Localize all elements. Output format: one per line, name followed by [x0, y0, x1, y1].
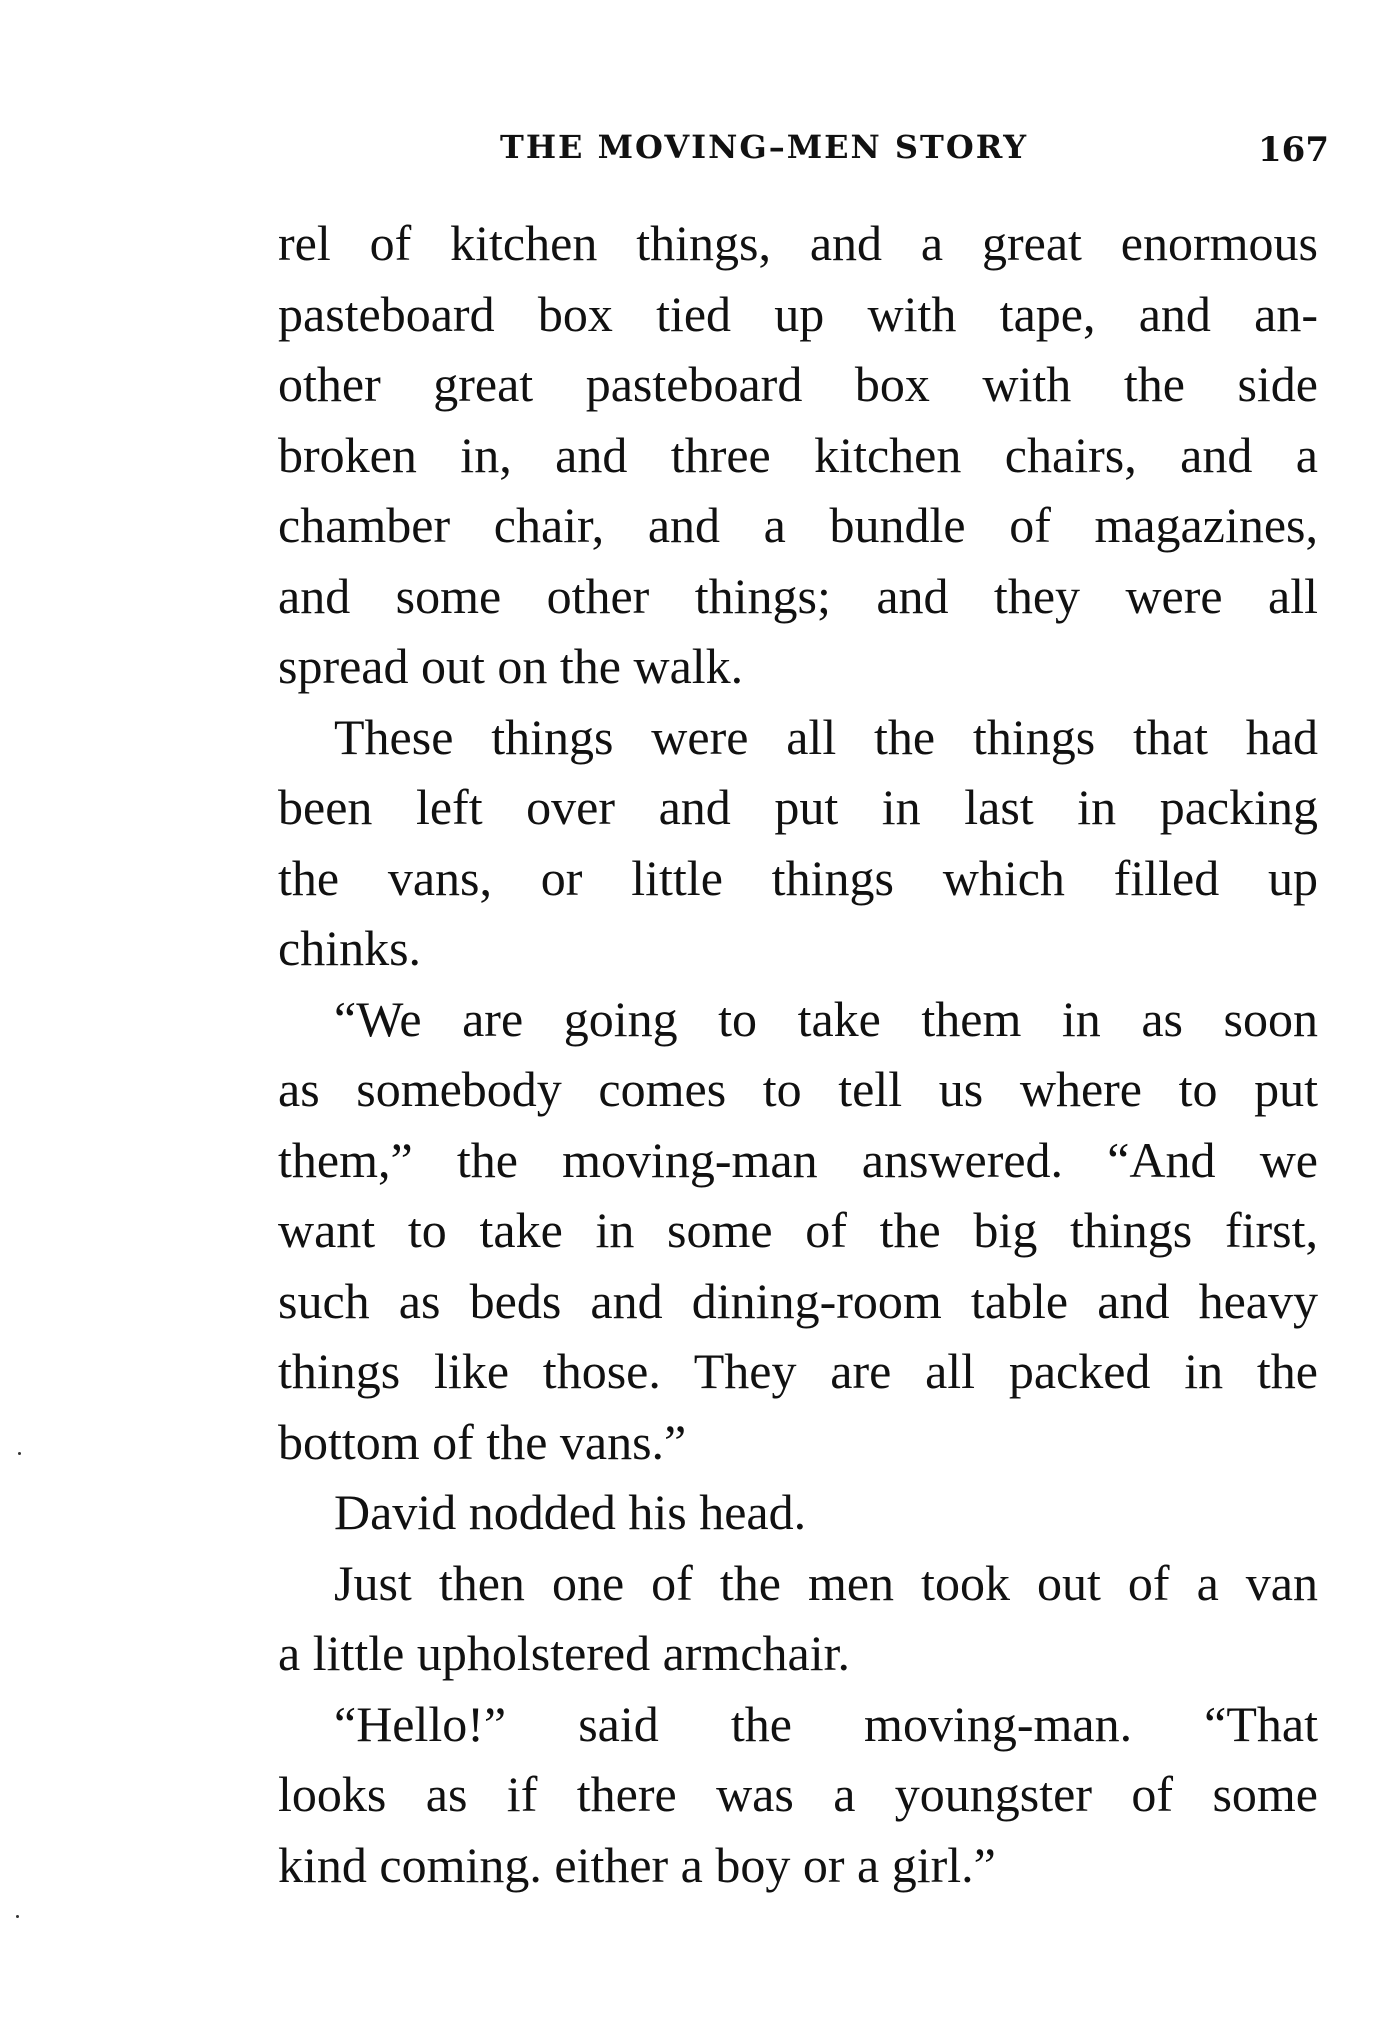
text-line: rel of kitchen things, and a great enormous — [278, 215, 1318, 271]
text-line: a little upholstered armchair. — [278, 1625, 851, 1681]
text-line: bottom of the vans.” — [278, 1413, 687, 1470]
text-line: looks as if there was a youngster of some — [278, 1766, 1318, 1822]
print-speck — [18, 1452, 21, 1455]
body-text — [278, 208, 1318, 1900]
text-line: the vans, or little things which filled up — [278, 849, 1318, 906]
page-number: 167 — [1258, 130, 1329, 170]
print-speck — [16, 1915, 19, 1918]
text-line: kind coming. either a boy or a girl.” — [278, 1836, 996, 1893]
text-line: pasteboard box tied up with tape, and an- — [278, 285, 1318, 342]
text-line: These things were all the things that had — [334, 708, 1318, 765]
text-line: David nodded his head. — [334, 1484, 807, 1540]
text-line: broken in, and three kitchen chairs, and a — [278, 426, 1318, 483]
text-line: as somebody comes to tell us where to put — [278, 1061, 1318, 1117]
text-line: “Hello!” said the moving-man. “That — [334, 1695, 1318, 1752]
text-line: been left over and put in last in packing — [278, 779, 1318, 835]
text-line: spread out on the walk. — [278, 638, 744, 694]
text-line: chinks. — [278, 920, 422, 976]
text-line: things like those. They are all packed in the — [278, 1343, 1318, 1399]
text-line: want to take in some of the big things first, — [278, 1202, 1318, 1258]
text-line: other great pasteboard box with the side — [278, 356, 1318, 412]
text-line: “We are going to take them in as soon — [334, 990, 1318, 1047]
text-line: such as beds and dining-room table and heavy — [278, 1272, 1318, 1329]
text-line: chamber chair, and a bundle of magazines, — [278, 497, 1318, 553]
text-line: Just then one of the men took out of a van — [334, 1554, 1318, 1611]
running-head: THE MOVING–MEN STORY — [500, 128, 1029, 166]
text-line: them,” the moving-man answered. “And we — [278, 1131, 1318, 1188]
text-line: and some other things; and they were all — [278, 567, 1318, 624]
